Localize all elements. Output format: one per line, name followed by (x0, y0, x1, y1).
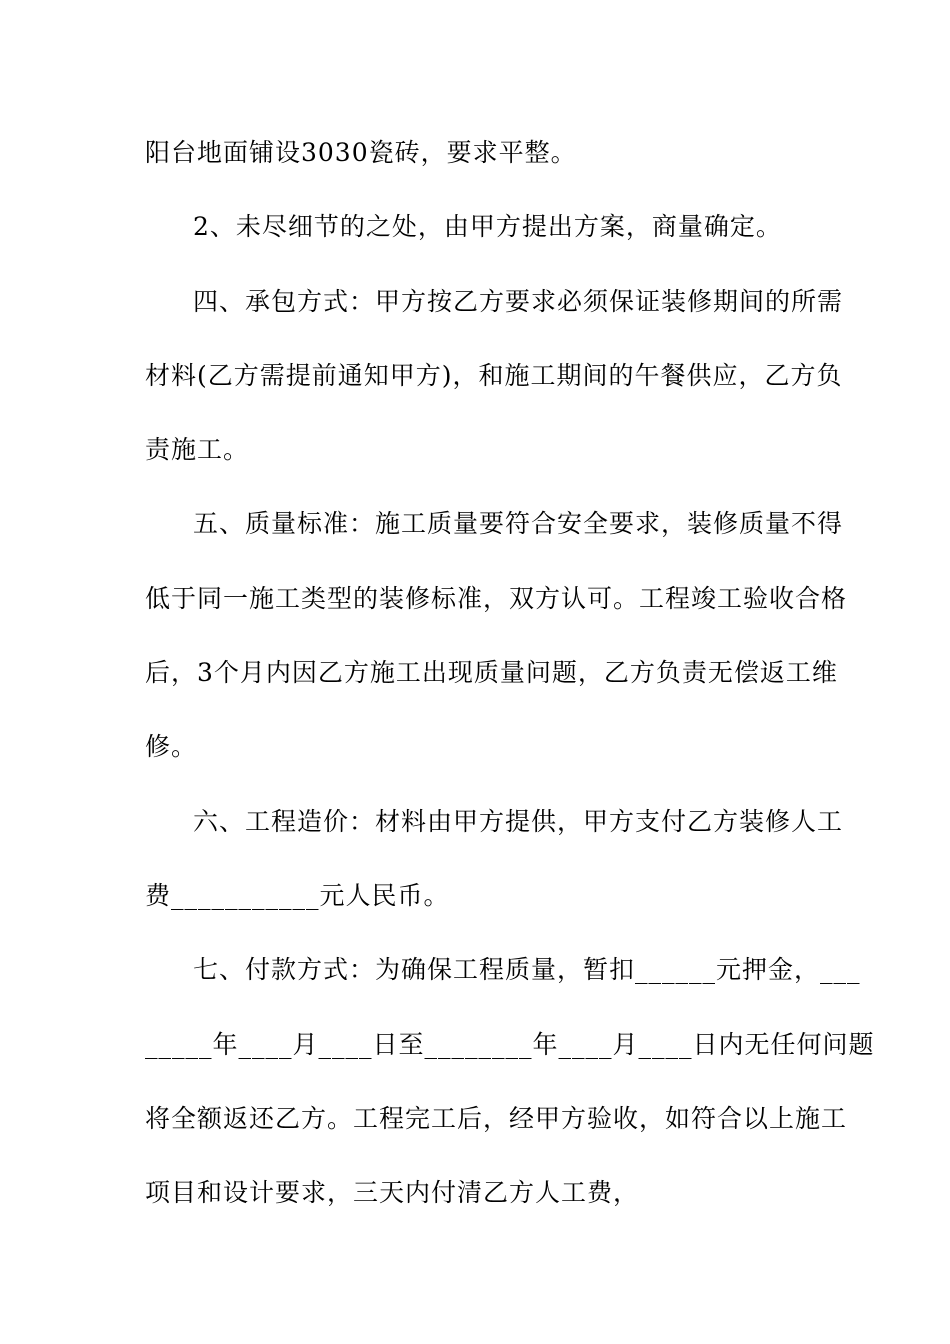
text-line-15 (145, 1167, 810, 1241)
line-text: 将全额返还乙方。工程完工后，经甲方验收，如符合以上施工 (145, 1103, 848, 1133)
text-line-4 (145, 350, 843, 424)
line-text: 阳台地面铺设3030瓷砖，要求平整。 (145, 138, 577, 167)
line-text: 2、未尽细节的之处，由甲方提出方案，商量确定。 (193, 212, 782, 242)
line-text: 低于同一施工类型的装修标准，双方认可。工程竣工验收合格 (145, 583, 848, 613)
text-line-8 (145, 647, 838, 721)
line-text: 修。 (145, 732, 198, 762)
line-text: 责施工。 (145, 435, 250, 465)
line-text: 六、工程造价：材料由甲方提供，甲方支付乙方装修人工 (193, 806, 844, 836)
line-text: 七、付款方式：为确保工程质量，暂扣______元押金，___ (193, 955, 861, 985)
text-line-3 (145, 276, 844, 350)
text-line-9 (145, 721, 810, 795)
text-line-13 (145, 1019, 875, 1093)
text-line-6 (145, 498, 844, 572)
text-line-5 (145, 424, 810, 498)
text-line-11 (145, 870, 810, 944)
text-line-1 (145, 127, 810, 201)
line-text: _____年____月____日至________年____月____日内无任何问题 (145, 1029, 875, 1059)
line-text: 四、承包方式：甲方按乙方要求必须保证装修期间的所需 (193, 286, 844, 316)
contract-text (145, 127, 875, 1241)
line-text: 后，3个月内因乙方施工出现质量问题，乙方负责无偿返工维 (145, 658, 838, 688)
text-line-14 (145, 1093, 848, 1167)
text-line-10 (145, 796, 844, 870)
line-text: 五、质量标准：施工质量要符合安全要求，装修质量不得 (193, 509, 844, 539)
line-text: 费___________元人民币。 (145, 880, 450, 910)
line-text: 项目和设计要求，三天内付清乙方人工费， (145, 1178, 640, 1208)
text-line-7 (145, 573, 848, 647)
text-line-2 (145, 201, 810, 275)
text-line-12 (145, 944, 861, 1018)
line-text: 材料(乙方需提前通知甲方)，和施工期间的午餐供应，乙方负 (145, 360, 843, 390)
